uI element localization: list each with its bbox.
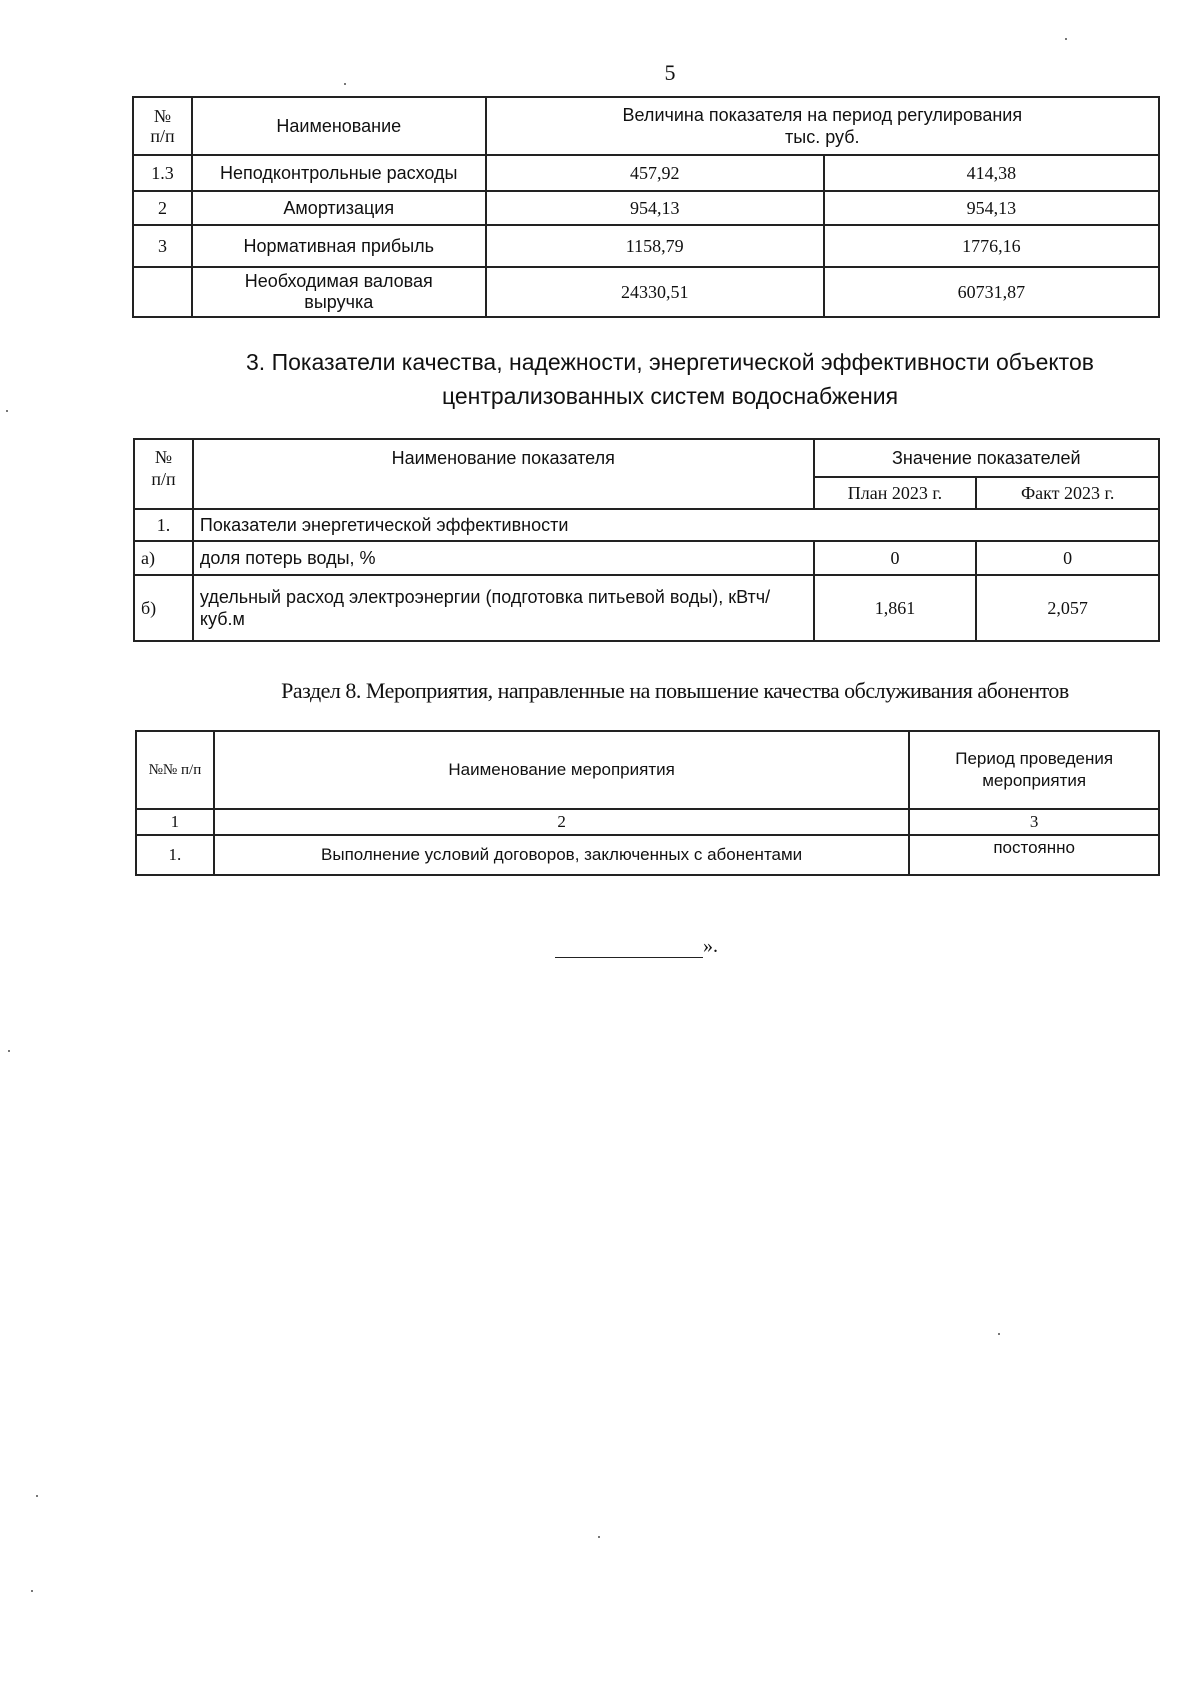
row-num [133, 267, 192, 317]
row-fact: 2,057 [976, 575, 1159, 641]
row-fact: 0 [976, 541, 1159, 575]
table-row [133, 225, 1159, 267]
table-header-row [134, 439, 1159, 477]
row-name: Необходимая валовая выручка [192, 267, 486, 317]
group-name: Показатели энергетической эффективности [193, 509, 1159, 541]
table-index-row [136, 809, 1159, 835]
section3-title-line2: централизованных систем водоснабжения [441, 383, 899, 409]
section3-title-line1: 3. Показатели качества, надежности, энергетической эффективности объектов [246, 349, 1094, 375]
header-value [486, 97, 1159, 155]
header-num: № п/п [134, 439, 193, 509]
table-row [134, 541, 1159, 575]
table-header-row [136, 731, 1159, 809]
scan-speck [344, 83, 346, 85]
regulation-values-table [132, 96, 1160, 318]
header-period: Период проведения мероприятия [909, 731, 1159, 809]
row-num: 3 [133, 225, 192, 267]
index-col-3: 3 [909, 809, 1159, 835]
header-value-line1: Величина показателя на период регулирования [622, 105, 1023, 125]
row-plan: 0 [814, 541, 977, 575]
row-value-2: 60731,87 [824, 267, 1159, 317]
row-value-1: 24330,51 [486, 267, 824, 317]
scan-speck [8, 1050, 10, 1052]
index-col-1: 1 [136, 809, 214, 835]
scan-speck [1065, 38, 1067, 40]
row-name: удельный расход электроэнергии (подготовка питьевой воды), кВтч/куб.м [193, 575, 814, 641]
row-value-2: 414,38 [824, 155, 1159, 191]
header-indicator-values: Значение показателей [814, 439, 1159, 477]
header-name: Наименование [192, 97, 486, 155]
row-name: Неподконтрольные расходы [192, 155, 486, 191]
scan-speck [6, 410, 8, 412]
row-plan: 1,861 [814, 575, 977, 641]
header-num: №№ п/п [136, 731, 214, 809]
measures-table [135, 730, 1160, 876]
row-num: б) [134, 575, 193, 641]
header-num: № п/п [133, 97, 192, 155]
row-num: 1. [136, 835, 214, 875]
row-num: 2 [133, 191, 192, 225]
table-row [134, 575, 1159, 641]
scan-speck [31, 1590, 33, 1592]
row-period: постоянно [909, 835, 1159, 875]
scan-speck [36, 1495, 38, 1497]
scan-speck [598, 1536, 600, 1538]
row-value-2: 1776,16 [824, 225, 1159, 267]
row-measure-name: Выполнение условий договоров, заключенных с абонентами [214, 835, 909, 875]
closing-line [555, 935, 718, 958]
signature-line [555, 937, 703, 958]
header-value-line2: тыс. руб. [785, 127, 860, 147]
row-name: Амортизация [192, 191, 486, 225]
table-row-total [133, 267, 1159, 317]
section3-title [150, 345, 1190, 413]
scan-speck [998, 1333, 1000, 1335]
row-value-2: 954,13 [824, 191, 1159, 225]
row-num: 1.3 [133, 155, 192, 191]
quality-indicators-table [133, 438, 1160, 642]
table-row [136, 835, 1159, 875]
group-num: 1. [134, 509, 193, 541]
page-number: 5 [664, 60, 676, 85]
closing-quote: ». [703, 935, 718, 957]
index-col-2: 2 [214, 809, 909, 835]
row-num: а) [134, 541, 193, 575]
row-value-1: 954,13 [486, 191, 824, 225]
header-indicator-name: Наименование показателя [193, 439, 814, 509]
row-value-1: 457,92 [486, 155, 824, 191]
header-fact: Факт 2023 г. [976, 477, 1159, 509]
row-name: Нормативная прибыль [192, 225, 486, 267]
table-row [133, 191, 1159, 225]
header-plan: План 2023 г. [814, 477, 977, 509]
row-name: доля потерь воды, % [193, 541, 814, 575]
table-row [133, 155, 1159, 191]
header-measure-name: Наименование мероприятия [214, 731, 909, 809]
table-header-row [133, 97, 1159, 155]
section8-title: Раздел 8. Мероприятия, направленные на повышение качества обслуживания абонентов [281, 678, 1069, 703]
row-value-1: 1158,79 [486, 225, 824, 267]
table-group-row [134, 509, 1159, 541]
